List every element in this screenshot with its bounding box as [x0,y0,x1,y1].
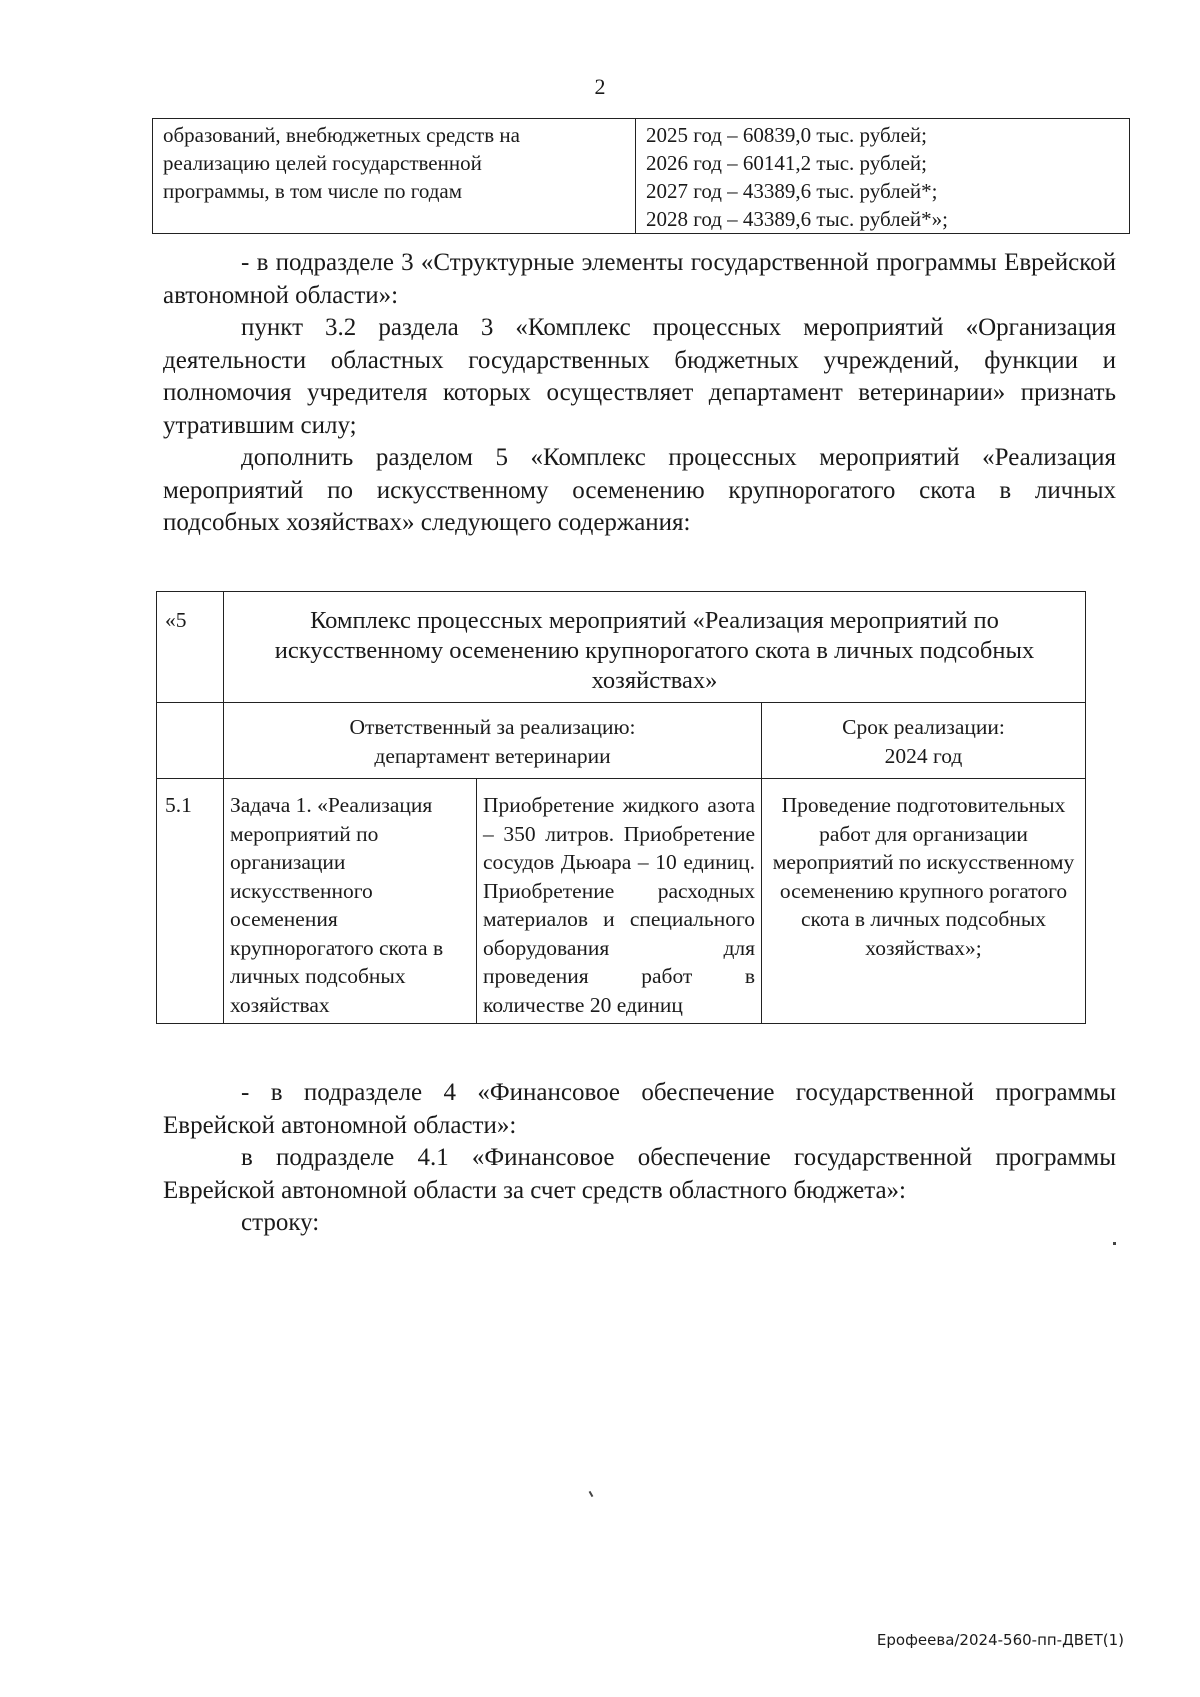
paragraph-subsection-4-1: в подразделе 4.1 «Финансовое обеспечение государственной программы Еврейской автономной области за счет средств областного бюджета»: [163,1144,1116,1204]
term-cell: Срок реализации: 2024 год [762,703,1086,779]
paragraph-add-section-5: дополнить разделом 5 «Комплекс процессных мероприятий «Реализация мероприятий по искусственному осеменению крупнорогатого скота в личных подсобных хозяйствах» следующего содержания: [163,444,1116,536]
task-cell: Задача 1. «Реализация мероприятий по организации искусственного осеменения крупнорогатого скота в личных подсобных хозяйствах [224,779,477,1024]
scan-speck [589,1491,594,1497]
funding-year-line: 2028 год – 43389,6 тыс. рублей*»; [646,207,949,231]
funding-label-line: образований, внебюджетных средств на [163,123,520,147]
paragraph-item-3-2: пункт 3.2 раздела 3 «Комплекс процессных мероприятий «Организация деятельности областных государственных бюджетных учреждений, функции и полномочия учредителя которых осуществляет департамент ветеринарии» признать утратившим силу; [163,314,1116,439]
document-reference: Ерофеева/2024-560-пп-ДВЕТ(1) [876,1631,1124,1649]
paragraph-subsection-3: - в подразделе 3 «Структурные элементы государственной программы Еврейской автономной области»: [163,249,1116,309]
funding-label-line: реализацию целей государственной [163,151,482,175]
funding-label-cell [153,119,636,234]
funding-year-line: 2026 год – 60141,2 тыс. рублей; [646,151,928,175]
funding-label-line: программы, в том числе по годам [163,179,463,203]
section-title-cell: Комплекс процессных мероприятий «Реализация мероприятий по искусственному осеменению крупнорогатого скота в личных подсобных хозяйствах» [224,592,1086,703]
page-number: 2 [594,74,606,99]
funding-years-cell [636,119,1130,234]
funding-table-fragment [152,118,1130,234]
section-5-table [156,591,1086,1024]
empty-cell [157,703,224,779]
section-4-amendments [163,1077,1116,1240]
paragraph-subsection-4: - в подразделе 4 «Финансовое обеспечение государственной программы Еврейской автономной области»: [163,1079,1116,1139]
result-cell: Проведение подготовительных работ для организации мероприятий по искусственному осеменению крупного рогатого скота в личных подсобных хозяйствах»; [762,779,1086,1024]
funding-year-line: 2027 год – 43389,6 тыс. рублей*; [646,179,938,203]
paragraph-row: строку: [241,1209,320,1236]
funding-year-line: 2025 год – 60839,0 тыс. рублей; [646,123,928,147]
responsible-cell: Ответственный за реализацию: департамент ветеринарии [224,703,762,779]
actions-cell: Приобретение жидкого азота – 350 литров. Приобретение сосудов Дьюара – 10 единиц. Приобретение расходных материалов и специального оборудования для проведения работ в количестве 20 единиц [477,779,762,1024]
section-number-cell: «5 [157,592,224,703]
scan-speck [1113,1242,1116,1245]
section-3-amendments [163,247,1116,540]
row-number-cell: 5.1 [157,779,224,1024]
